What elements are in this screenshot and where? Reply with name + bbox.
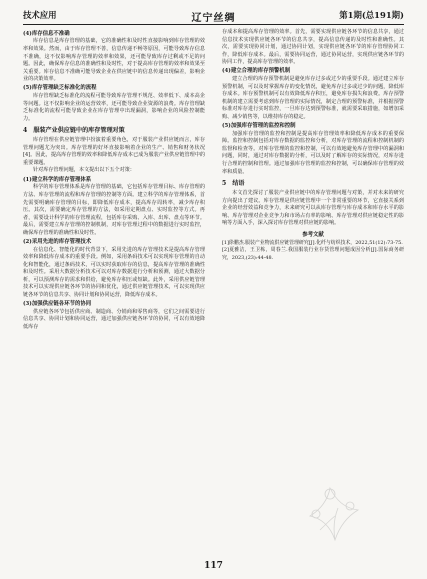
left-paragraph: 库存信息是库存管理的基础，它的准确性和及时性直接影响到库存管理的效率和效果。然而，由于库存管理不善，信息传递不畅等原因，可能导致库存信息不准确，这不仅影响库存管理的效率和效果，还可能导致库存过剩或不足的问题。因此，确保库存信息的准确性和及时性，对于提高库存管理的效率和效果至关重要。库存信息不准确可能导致企业在供应链中的信息传递出现偏差，影响企业的决策效率。 <box>23 38 205 83</box>
issue-number: 第1期(总191期) <box>339 10 404 20</box>
left-subheading: (2)采用先进的库存管理技术 <box>23 238 92 245</box>
header-rule <box>23 24 404 25</box>
right-subheading: (5)加强库存管理的监控和控制 <box>222 122 296 129</box>
page-number: 117 <box>204 561 223 571</box>
references-heading: 参考文献 <box>302 231 324 238</box>
journal-title: 辽宁丝绸 <box>191 13 236 24</box>
right-paragraph: 本文首先探讨了服装产业供应链中的库存管理问题与对策，并对未来的研究方向提出了建议。库存管理是供应链管理中一个非常重要的环节，它直接关系到企业的经营效益和竞争力，未来研究可以从库存管理与库存成本和库存水平的影响、库存管理对企业竞争力和市场占有率的影响、库存管理对供应链稳定性的影响等方面入手，深入探讨库存管理对供应链的影响。 <box>222 190 404 227</box>
right-paragraph: 加强库存管理的监控和控制是提高库存管理效率和降低库存成本的重要保障。监控和控制包括对库存数据的监控和分析，对库存管理的流程和控制机制的监督和检查等。对库存管理的监控和控制，可以有效地避免库存管理中的漏洞和问题，同时，通过对库存数据的分析，可以及时了解库存的实际情况，对库存进行合理的控制和管理。通过加强库存管理的监控和控制，可以确保库存管理的效率和质量。 <box>222 130 404 175</box>
right-section-heading: 5 结语 <box>222 180 245 188</box>
left-paragraph: 在信息化、智能化的时代背景下，采用先进的库存管理技术是提高库存管理效率和降低库存成本的重要手段。例如，采用条码技术可以实现库存管理的自动化和智能化，通过条码技术，可以实时获取库存的信息，提高库存管理的准确性和及时性。采用大数据分析技术可以对库存数据进行分析和预测，通过大数据分析，可以预测库存的需求和供给，避免库存积压或短缺。此外，采用供应链管理技术可以实现供应链各环节的协同和优化，通过供应链管理技术，可以实现供应链各环节的信息共享、协同计划和协同运营，降低库存成本。 <box>23 246 205 298</box>
reference-entry: [2]夏雅洁，王卫栋，周春兰.我国服装行业存货管理问题成因分析[J].国际商务研究，2023,(23):44-48. <box>222 247 404 261</box>
left-paragraph: 针对库存管理问题，本文提出以下五个对策： <box>33 167 135 174</box>
header-section-label: 技术应用 <box>23 10 57 20</box>
left-subheading: (1)建立科学的库存管理体系 <box>23 176 92 183</box>
left-subheading: (4)库存信息不准确 <box>23 30 70 37</box>
left-paragraph: 科学的库存管理体系是库存管理的基础，它包括库存管理目标、库存管理的方法、库存管理的流程和库存管理的控制等方面。建立科学的库存管理体系，首先需要明确库存管理的目标，即降低库存成本，提高库存周转率，减少库存积压。其次，需要确定库存管理的方法，如采用定期盘点、实时监控等方式。再者，需要设计科学的库存管理流程，包括库存采购、入库、出库、盘点等环节。最后，需要建立库存管理的控制机制，对库存管理过程中的数据进行实时监控，确保库存管理的准确性和及时性。 <box>23 184 205 236</box>
right-column <box>222 29 404 262</box>
right-paragraph: 存成本和提高库存管理的效率。首先，需要实现供应链各环节的信息共享，通过信息技术实现供应链各环节的信息共享，提高信息传递的及时性和准确性。其次，需要实现协同计划，通过协同计划，实现供应链各环节的库存管理协同工作，降低库存成本。最后，需要协同运营，通过协同运营，实现供应链各环节的协同工作，提高库存管理的效率。 <box>222 29 404 66</box>
page-header <box>23 9 404 23</box>
left-section-heading: 4 服装产业供应链中的库存管理对策 <box>23 127 125 135</box>
left-column <box>23 29 205 332</box>
left-subheading: (5)库存管理缺乏标准化的流程 <box>23 85 97 92</box>
left-paragraph: 库存管理缺乏标准化的流程可能导致库存管理不规范、效率低下、成本高企等问题。这不仅影响企业的运营效率，还可能导致企业资源的浪费。库存管理缺乏标准化的流程可能导致企业在库存管理中出现漏洞，影响企业的风险控制能力。 <box>23 93 205 122</box>
floral-watermark-icon <box>300 480 370 550</box>
reference-entry: [1]徐鹏杰.服装产业物流供应链管理研究[J].化纤与纺织技术，2022,51(12):73-75. <box>222 239 403 246</box>
right-paragraph: 建立合理的库存预警机制是避免库存过多或过少的重要手段。通过建立库存预警机制，可以及时掌握库存的变化情况，避免库存过多或过少的问题，降低库存成本。库存预警机制可以有效降低库存积压，避免库存损失和浪费。库存预警机制的建立需要考虑到库存管理的实际情况，制定合理的预警标准，并根据预警标准对库存进行实时监控，一旦库存达到预警标准，就需要采取措施，如增加采购、减少销售等，以维持库存的稳定。 <box>222 76 404 120</box>
left-paragraph: 供应链各环节包括供应商、制造商、分销商和零售商等，它们之间需要进行信息共享、协同计划和协同运营，通过加强供应链各环节的协同，可以有效地降低库存 <box>23 308 205 330</box>
right-subheading: (4)建立合理的库存预警机制 <box>222 68 291 75</box>
left-subheading: (3)加强供应链各环节的协同 <box>23 300 92 307</box>
left-paragraph: 库存管理在供应链管理中扮演着重要角色，对于服装产业供应链而言，库存管理问题尤为突出。库存管理的好坏直接影响着企业的生产、销售和财务状况[4]。因此，提高库存管理的效率和降低库存成本已成为服装产业供应链管理中的重要课题。 <box>23 137 205 166</box>
